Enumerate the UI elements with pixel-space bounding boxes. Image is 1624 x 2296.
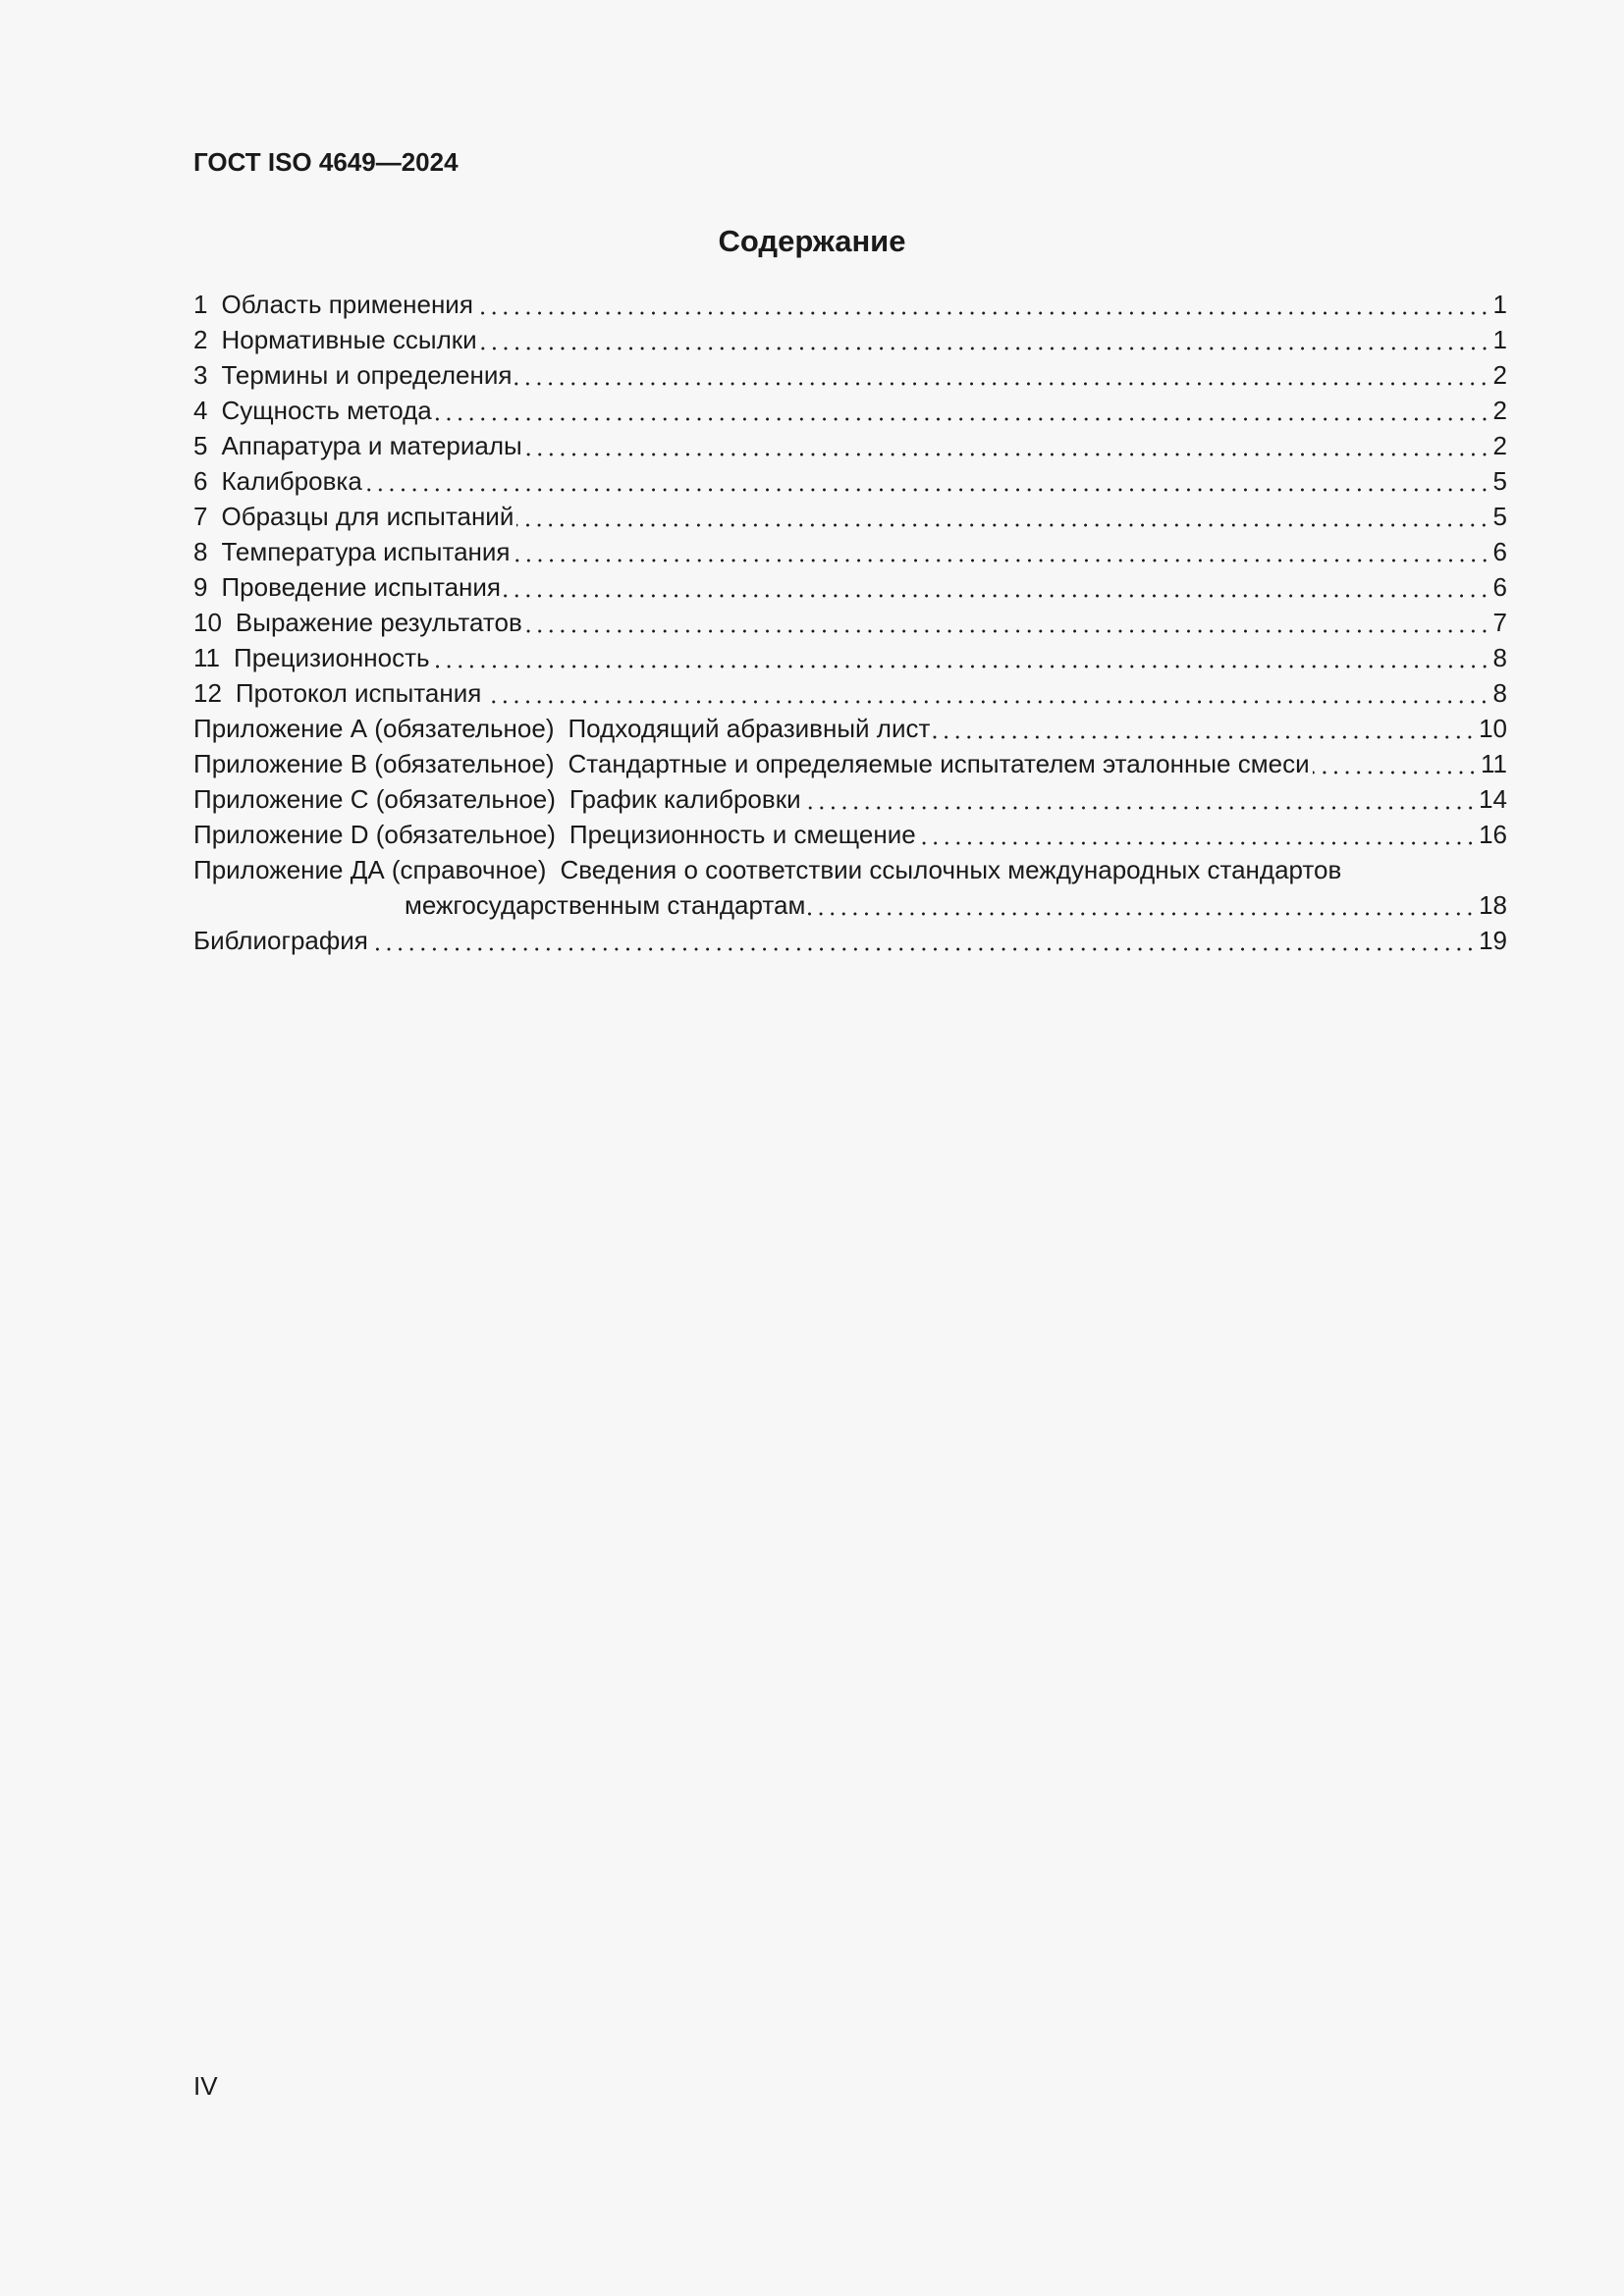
toc-entry-page: 1 <box>1492 290 1507 319</box>
toc-entry-page: 10 <box>1479 714 1507 743</box>
toc-entry-number: 10 <box>193 608 222 637</box>
toc-entry-title: Сущность метода <box>221 396 432 425</box>
toc-entry-page: 14 <box>1479 784 1507 814</box>
dot-leader <box>516 499 1489 534</box>
toc-entry-text <box>193 817 916 852</box>
toc-entry[interactable] <box>193 569 1507 605</box>
toc-entry-number: Приложение С (обязательное) <box>193 784 556 814</box>
toc-entry-number: 5 <box>193 431 208 460</box>
document-id: ГОСТ ISO 4649—2024 <box>193 147 459 177</box>
toc-entry-text <box>193 322 477 357</box>
dot-leader <box>933 711 1476 746</box>
toc-entry[interactable] <box>193 322 1507 357</box>
toc-entry-text <box>193 463 362 499</box>
toc-entry-number: Приложение В (обязательное) <box>193 749 555 778</box>
toc-entry-number: 1 <box>193 290 208 319</box>
dot-leader <box>525 428 1490 463</box>
toc-entry-page: 7 <box>1492 608 1507 637</box>
toc-entry-page: 8 <box>1492 643 1507 672</box>
toc-entry-page: 2 <box>1492 360 1507 390</box>
toc-entry[interactable] <box>193 287 1507 322</box>
toc-entry-title: Нормативные ссылки <box>221 325 477 354</box>
page-title: Содержание <box>718 224 906 258</box>
toc-entry-page: 19 <box>1479 926 1507 955</box>
toc-entry-page: 1 <box>1492 325 1507 354</box>
toc-entry[interactable] <box>193 534 1507 569</box>
toc-entry-page: 18 <box>1479 890 1507 920</box>
toc-entry[interactable] <box>193 393 1507 428</box>
toc-entry-page: 16 <box>1479 820 1507 849</box>
toc-entry-title: Аппаратура и материалы <box>221 431 522 460</box>
toc-entry-text <box>193 357 512 393</box>
toc-entry[interactable] <box>193 923 1507 958</box>
toc-entry-number: 11 <box>193 643 220 672</box>
toc-entry-text <box>193 287 473 322</box>
toc-entry-number: 3 <box>193 360 208 390</box>
toc-entry-title: Температура испытания <box>221 537 511 566</box>
toc-entry-title: Библиография <box>193 926 368 955</box>
toc-entry-title: Проведение испытания <box>221 572 502 602</box>
toc-entry-title: Калибровка <box>221 466 362 496</box>
toc-entry-text <box>193 534 511 569</box>
toc-entry-page: 2 <box>1492 431 1507 460</box>
toc-entry-text <box>193 640 430 675</box>
dot-leader <box>371 923 1476 958</box>
toc-entry-title: Область применения <box>221 290 473 319</box>
toc-entry-number: 12 <box>193 678 222 708</box>
toc-entry[interactable] <box>193 746 1507 781</box>
dot-leader <box>919 817 1476 852</box>
toc-entry-title: Образцы для испытаний <box>221 502 514 531</box>
toc-entry[interactable] <box>193 499 1507 534</box>
dot-leader <box>433 640 1490 675</box>
dot-leader <box>435 393 1490 428</box>
toc-entry-number: 9 <box>193 572 208 602</box>
toc-entry[interactable] <box>193 357 1507 393</box>
toc-entry-page: 2 <box>1492 396 1507 425</box>
toc-entry-text <box>193 393 432 428</box>
toc-entry-number: Приложение А (обязательное) <box>193 714 555 743</box>
toc-entry[interactable] <box>193 640 1507 675</box>
toc-entry-number: 2 <box>193 325 208 354</box>
dot-leader <box>504 569 1490 605</box>
toc-entry-text <box>405 887 805 923</box>
toc-entry[interactable] <box>193 711 1507 746</box>
toc-entry-title: Термины и определения <box>221 360 513 390</box>
toc-entry[interactable] <box>193 605 1507 640</box>
page-number: IV <box>193 2071 218 2101</box>
toc-entry-text <box>193 499 514 534</box>
toc-entry-title: межгосударственным стандартам <box>405 890 806 920</box>
toc-entry[interactable] <box>193 428 1507 463</box>
dot-leader <box>804 781 1476 817</box>
toc-entry-title: Выражение результатов <box>235 608 522 637</box>
dot-leader <box>476 287 1490 322</box>
toc-entry[interactable] <box>193 817 1507 852</box>
toc-entry-title: Сведения о соответствии ссылочных международных стандартов <box>560 855 1342 884</box>
toc-entry-text <box>193 605 522 640</box>
toc-entry[interactable] <box>193 887 1507 923</box>
toc-entry-text <box>193 781 801 817</box>
dot-leader <box>1313 746 1478 781</box>
toc-entry-title: Стандартные и определяемые испытателем эталонные смеси <box>568 749 1310 778</box>
toc-entry-text <box>193 675 481 711</box>
toc-entry[interactable] <box>193 781 1507 817</box>
toc-entry-text <box>193 923 368 958</box>
toc-entry-number: 6 <box>193 466 208 496</box>
dot-leader <box>484 675 1489 711</box>
toc-entry-text <box>193 746 1310 781</box>
toc-entry-page: 11 <box>1481 749 1507 778</box>
toc-entry-number: 4 <box>193 396 208 425</box>
toc-entry-page: 5 <box>1492 502 1507 531</box>
dot-leader <box>480 322 1490 357</box>
toc-entry-text <box>193 569 501 605</box>
toc-entry-title: График калибровки <box>568 784 801 814</box>
toc-entry-page: 5 <box>1492 466 1507 496</box>
toc-entry-number: Приложение D (обязательное) <box>193 820 556 849</box>
dot-leader <box>365 463 1490 499</box>
toc-entry-number: 7 <box>193 502 208 531</box>
dot-leader <box>514 357 1489 393</box>
dot-leader <box>514 534 1490 569</box>
dot-leader <box>808 887 1476 923</box>
dot-leader <box>525 605 1490 640</box>
toc-entry-title: Протокол испытания <box>235 678 482 708</box>
toc-entry-page: 8 <box>1492 678 1507 708</box>
toc-entry-number: Приложение ДА (справочное) <box>193 855 547 884</box>
toc-entry-text <box>193 428 522 463</box>
toc-entry-title: Подходящий абразивный лист <box>568 714 931 743</box>
toc-entry-title: Прецизионность <box>234 643 430 672</box>
toc-entry-title: Прецизионность и смещение <box>568 820 916 849</box>
toc-entry-page: 6 <box>1492 572 1507 602</box>
toc-entry[interactable] <box>193 852 1507 887</box>
toc-entry[interactable] <box>193 463 1507 499</box>
toc-entry-page: 6 <box>1492 537 1507 566</box>
toc-entry-text <box>193 711 930 746</box>
toc-entry[interactable] <box>193 675 1507 711</box>
toc-entry-text <box>193 852 1341 887</box>
toc-entry-number: 8 <box>193 537 208 566</box>
table-of-contents <box>193 287 1507 958</box>
